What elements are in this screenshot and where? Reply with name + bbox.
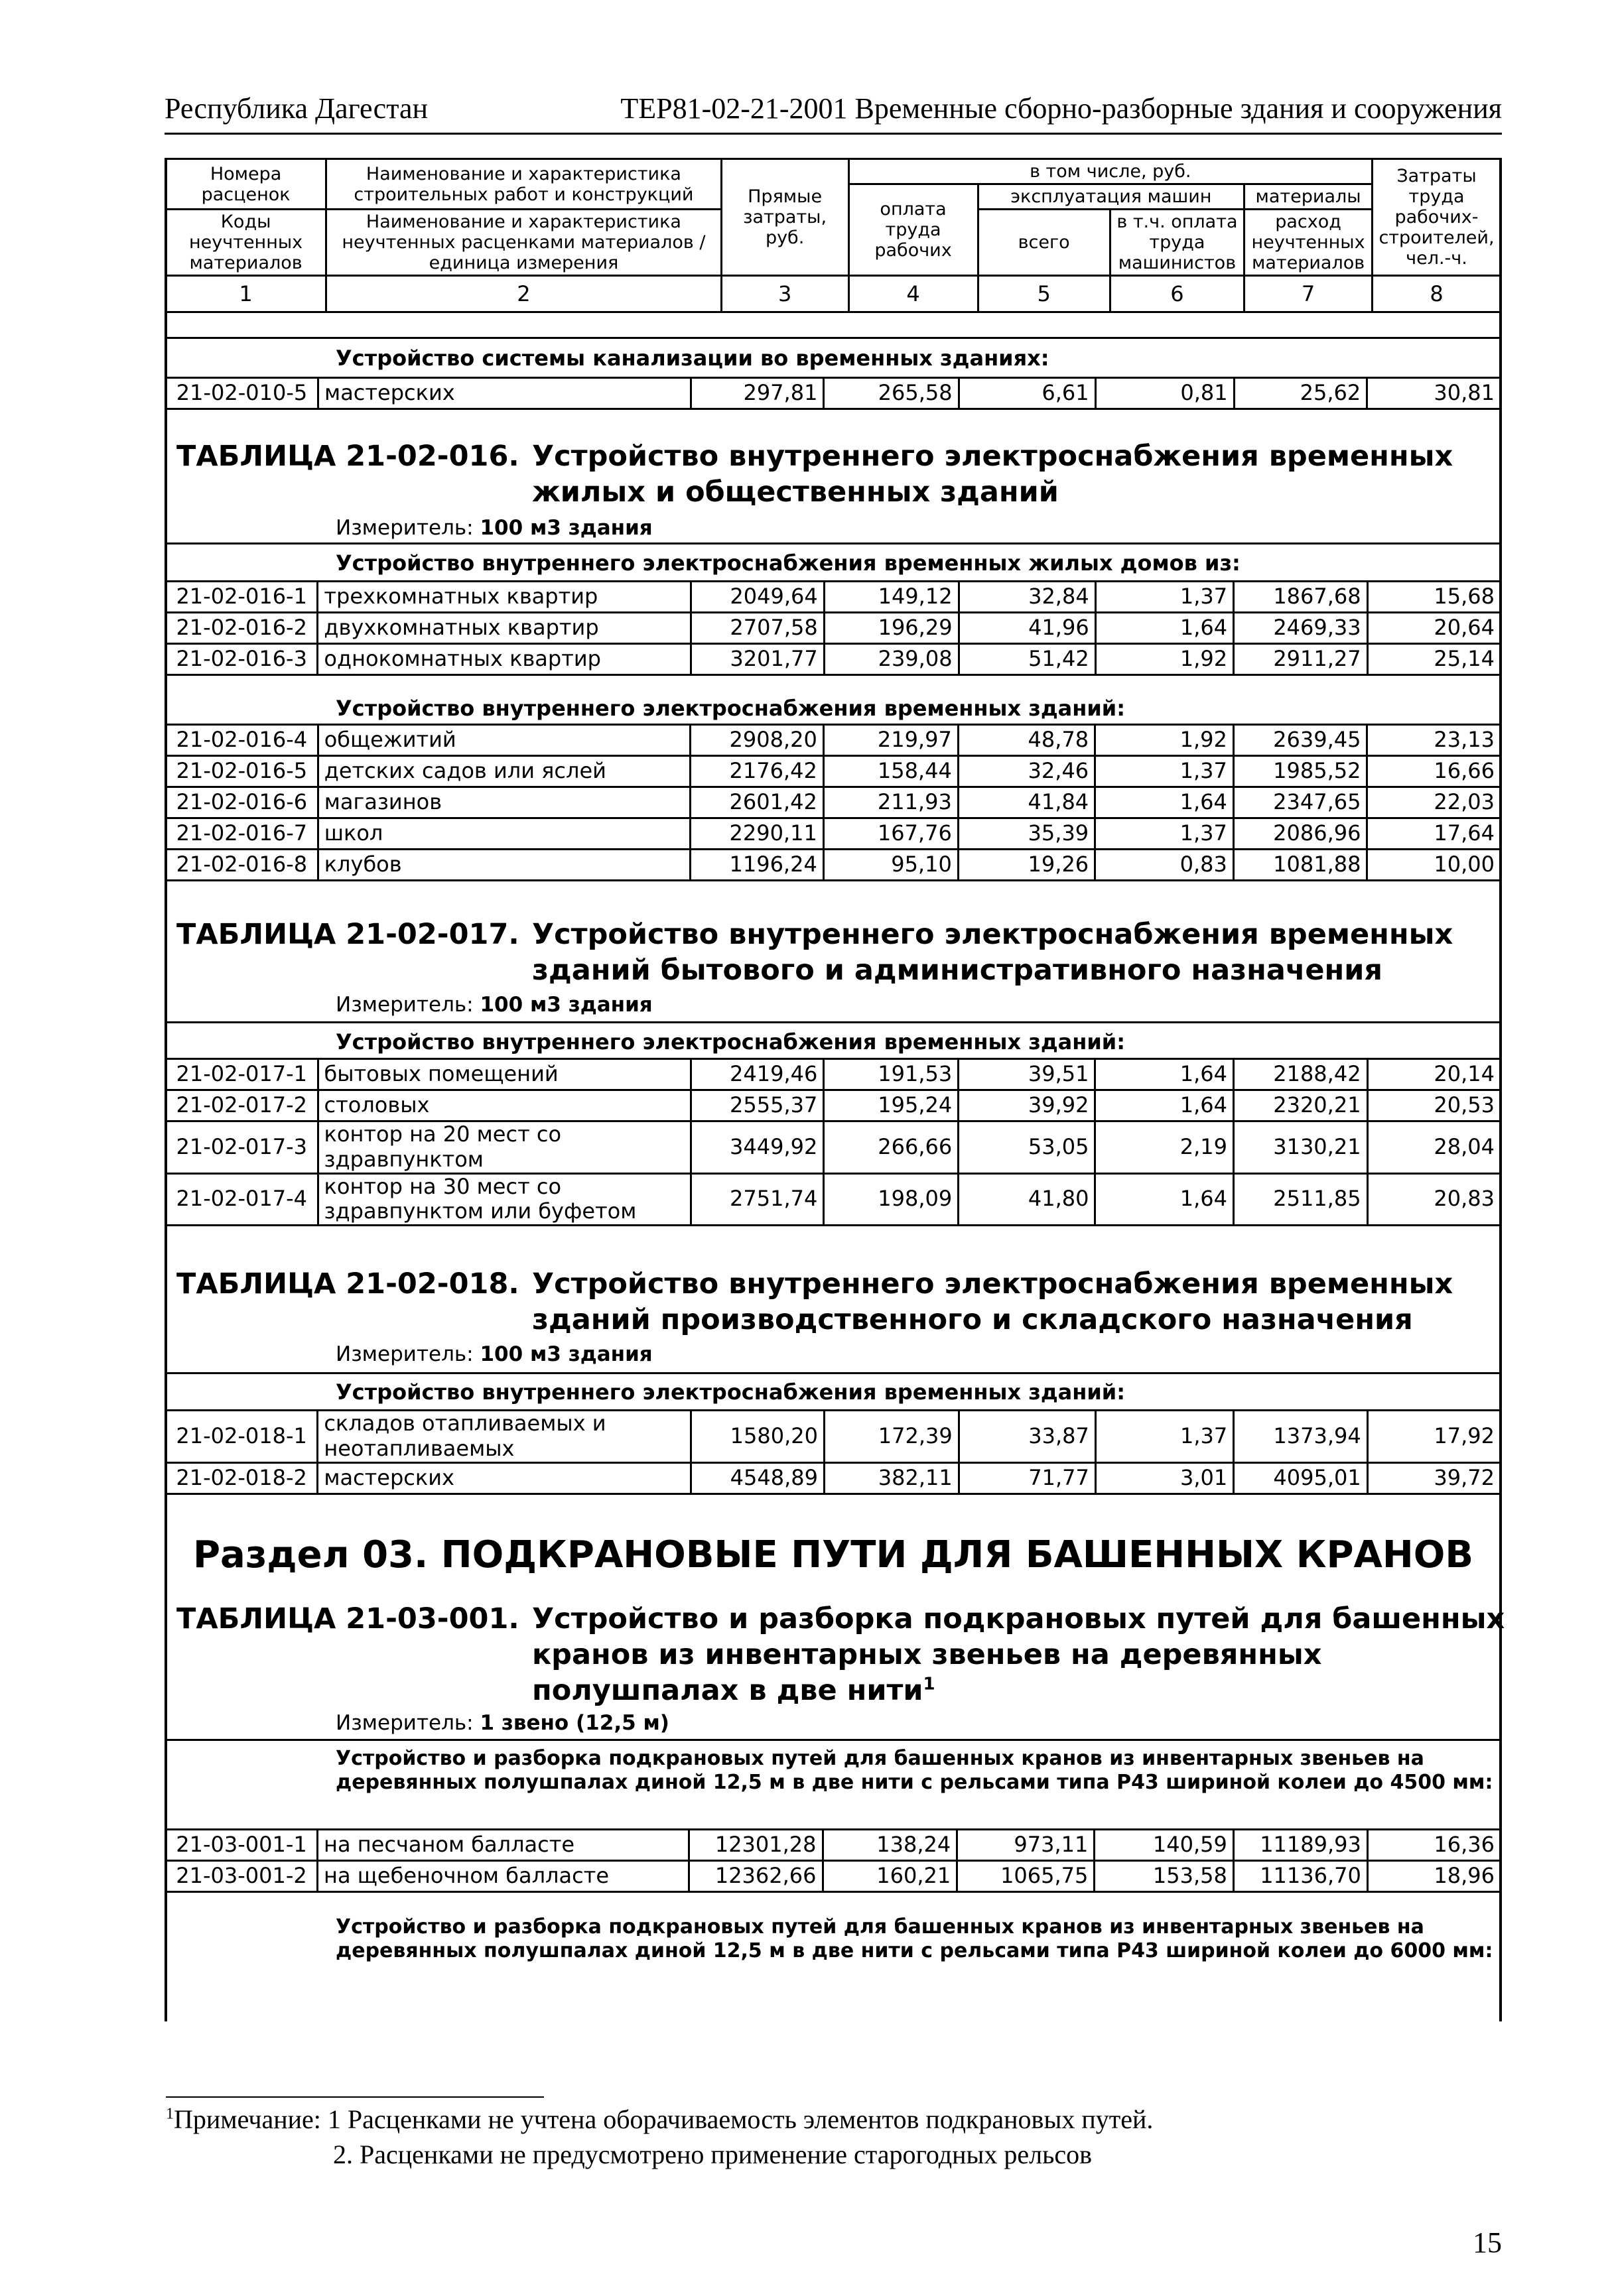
labor-costs: 20,14 [1367,1059,1501,1090]
work-name: клубов [318,850,690,881]
table-row [166,818,1501,850]
labor-costs: 17,64 [1367,818,1501,850]
worker-pay: 138,24 [823,1830,957,1861]
material-usage: 2469,33 [1234,613,1368,644]
measure-label: Измеритель: [336,993,474,1017]
table-label: ТАБЛИЦА 21-02-017. [176,918,519,951]
machine-total: 32,46 [958,756,1095,787]
measure-value: 1 звено (12,5 м) [480,1711,669,1735]
direct-costs: 2290,11 [691,818,824,850]
material-usage: 3130,21 [1234,1121,1368,1174]
rate-code: 21-03-001-1 [166,1830,318,1861]
section-rule [165,1372,1502,1374]
operator-pay: 3,01 [1095,1462,1233,1494]
section-heading: Устройство внутреннего электроснабжения временных зданий: [336,1029,1126,1054]
direct-costs: 3201,77 [691,644,825,675]
operator-pay: 1,64 [1095,613,1233,644]
rate-code: 21-02-016-2 [166,613,318,644]
table-row [166,1090,1501,1121]
rate-code: 21-02-016-4 [166,725,318,756]
table-row [166,1059,1501,1090]
worker-pay: 198,09 [824,1173,959,1226]
operator-pay: 1,64 [1095,1090,1234,1121]
direct-costs: 2601,42 [691,787,824,818]
col-header-worker-pay: оплата труда рабочих [848,184,978,276]
table-title-text: Устройство внутреннего электроснабжения временных зданий бытового и административного назначения [532,918,1453,987]
labor-costs: 17,92 [1367,1411,1501,1463]
machine-total: 48,78 [958,725,1095,756]
work-name: столовых [318,1090,691,1121]
rate-code: 21-02-016-3 [166,644,318,675]
rows-block0 [165,377,1502,410]
operator-pay: 1,92 [1095,725,1234,756]
direct-costs: 2751,74 [691,1173,824,1226]
operator-pay: 140,59 [1095,1830,1233,1861]
col-header-labor-costs: Затраты труда рабочих-строителей, чел.-ч. [1373,159,1501,276]
table-row [166,378,1501,409]
measure-unit [336,1711,669,1735]
col-header-direct-costs: Прямые затраты, руб. [721,159,848,276]
machine-total: 41,84 [958,787,1095,818]
rate-code: 21-03-001-2 [166,1861,318,1892]
work-name: детских садов или яслей [318,756,690,787]
material-usage: 1867,68 [1234,582,1368,613]
material-usage: 2320,21 [1234,1090,1368,1121]
col-header-unaccounted-codes: Коды неучтенных материалов [166,210,326,276]
machine-total: 39,51 [959,1059,1095,1090]
machine-total: 39,92 [959,1090,1095,1121]
rate-code: 21-02-016-1 [166,582,318,613]
table-label: ТАБЛИЦА 21-03-001. [176,1602,519,1635]
section-rule [165,542,1502,544]
table-row [166,1462,1501,1494]
material-usage: 1081,88 [1233,850,1367,881]
table-row [166,1830,1501,1861]
machine-total: 53,05 [959,1121,1095,1174]
work-name: мастерских [318,1462,691,1494]
labor-costs: 22,03 [1367,787,1501,818]
work-name: школ [318,818,690,850]
table-row [166,613,1501,644]
direct-costs: 2555,37 [691,1090,824,1121]
work-name: магазинов [318,787,690,818]
operator-pay: 1,92 [1095,644,1233,675]
table-row [166,756,1501,787]
rows-t301-1 [165,1828,1502,1893]
worker-pay: 167,76 [823,818,958,850]
section-title: Раздел 03. ПОДКРАНОВЫЕ ПУТИ ДЛЯ БАШЕННЫХ КРАНОВ [192,1533,1474,1576]
operator-pay: 1,37 [1095,582,1233,613]
work-name: контор на 20 мест со здравпунктом [318,1121,691,1174]
worker-pay: 160,21 [823,1861,957,1892]
table-row [166,644,1501,675]
machine-total: 35,39 [958,818,1095,850]
measure-label: Измеритель: [336,1711,474,1735]
direct-costs: 1196,24 [691,850,824,881]
section-rule [165,1739,1502,1741]
table-row [166,1173,1501,1226]
table-title-text: Устройство внутреннего электроснабжения временных зданий производственного и складского назначения [532,1267,1453,1336]
rows-t016-2 [165,724,1502,881]
col-number-2: 2 [326,276,722,312]
machine-total: 41,80 [959,1173,1095,1226]
material-usage: 2639,45 [1233,725,1367,756]
measure-label: Измеритель: [336,1342,474,1366]
machine-total: 973,11 [957,1830,1095,1861]
work-name: бытовых помещений [318,1059,691,1090]
footnote-line-1: Примечание: 1 Расценками не учтена оборачиваемость элементов подкрановых путей. [174,2104,1154,2134]
operator-pay: 0,81 [1095,378,1234,409]
rate-code: 21-02-017-4 [166,1173,318,1226]
direct-costs: 2908,20 [691,725,824,756]
labor-costs: 28,04 [1367,1121,1501,1174]
work-name: складов отапливаемых и неотапливаемых [318,1411,691,1463]
footnote-line-2: 2. Расценками не предусмотрено применение старогодных рельсов [333,2139,1093,2169]
direct-costs: 297,81 [691,378,824,409]
col-number-1: 1 [166,276,326,312]
material-usage: 11189,93 [1233,1830,1367,1861]
section-heading: Устройство внутреннего электроснабжения временных жилых домов из: [336,550,1241,576]
col-header-unaccounted-name: Наименование и характеристика неучтенных расценками материалов / единица измерения [326,210,722,276]
direct-costs: 2176,42 [691,756,824,787]
worker-pay: 196,29 [824,613,959,644]
work-name: трехкомнатных квартир [318,582,691,613]
machine-total: 32,84 [959,582,1095,613]
work-name: общежитий [318,725,690,756]
measure-value: 100 м3 здания [480,1342,653,1366]
col-number-4: 4 [848,276,978,312]
machine-total: 33,87 [959,1411,1095,1463]
measure-value: 100 м3 здания [480,516,653,540]
header-rule [165,133,1502,135]
col-number-8: 8 [1373,276,1501,312]
material-usage: 2086,96 [1233,818,1367,850]
direct-costs: 2049,64 [691,582,825,613]
col-header-including: в том числе, руб. [848,159,1372,184]
operator-pay: 1,64 [1095,1173,1234,1226]
rows-t016-1 [165,580,1502,676]
labor-costs: 20,64 [1367,613,1501,644]
work-name: на песчаном балласте [318,1830,689,1861]
worker-pay: 265,58 [824,378,959,409]
material-usage: 1373,94 [1234,1411,1367,1463]
measure-unit [336,516,653,540]
labor-costs: 18,96 [1367,1861,1501,1892]
worker-pay: 239,08 [824,644,959,675]
section-rule [165,337,1502,339]
worker-pay: 95,10 [823,850,958,881]
rate-code: 21-02-017-2 [166,1090,318,1121]
operator-pay: 1,37 [1095,756,1234,787]
header-region: Республика Дагестан [165,92,429,125]
labor-costs: 20,53 [1367,1090,1501,1121]
labor-costs: 15,68 [1367,582,1501,613]
material-usage: 2511,85 [1234,1173,1368,1226]
worker-pay: 211,93 [823,787,958,818]
running-header [165,92,1502,129]
machine-total: 41,96 [959,613,1095,644]
direct-costs: 12301,28 [689,1830,823,1861]
table-row [166,582,1501,613]
worker-pay: 195,24 [824,1090,959,1121]
material-usage: 4095,01 [1234,1462,1367,1494]
work-name: на щебеночном балласте [318,1861,689,1892]
labor-costs: 16,36 [1367,1830,1501,1861]
col-number-7: 7 [1244,276,1373,312]
footnote-rule [166,2096,544,2098]
material-usage: 2347,65 [1233,787,1367,818]
column-header [165,158,1502,313]
labor-costs: 16,66 [1367,756,1501,787]
measure-unit [336,993,653,1017]
table-title-text [532,1602,1507,1708]
machine-total: 1065,75 [957,1861,1095,1892]
operator-pay: 1,37 [1095,818,1234,850]
col-header-operator-pay: в т.ч. оплата труда машинистов [1110,210,1244,276]
direct-costs: 2419,46 [691,1059,824,1090]
material-usage: 2911,27 [1234,644,1368,675]
operator-pay: 1,37 [1095,1411,1233,1463]
rate-code: 21-02-016-6 [166,787,318,818]
section-heading: Устройство внутреннего электроснабжения временных зданий: [336,1379,1126,1405]
col-number-6: 6 [1110,276,1244,312]
rate-code: 21-02-016-5 [166,756,318,787]
measure-label: Измеритель: [336,516,474,540]
worker-pay: 382,11 [824,1462,959,1494]
material-usage: 2188,42 [1234,1059,1368,1090]
work-name: мастерских [318,378,691,409]
rate-code: 21-02-010-5 [166,378,318,409]
work-name: однокомнатных квартир [318,644,691,675]
rows-t018-1 [165,1409,1502,1495]
worker-pay: 158,44 [823,756,958,787]
table-row [166,787,1501,818]
table-row [166,1411,1501,1463]
table-title-main: Устройство и разборка подкрановых путей для башенных кранов из инвентарных звеньев на деревянных полушпалах в две нити [532,1602,1505,1707]
table-label: ТАБЛИЦА 21-02-018. [176,1267,519,1301]
labor-costs: 10,00 [1367,850,1501,881]
work-name: контор на 30 мест со здравпунктом или буфетом [318,1173,691,1226]
col-header-work-name: Наименование и характеристика строительных работ и конструкций [326,159,722,210]
labor-costs: 25,14 [1367,644,1501,675]
rate-code: 21-02-018-1 [166,1411,318,1463]
table-row [166,1861,1501,1892]
direct-costs: 1580,20 [691,1411,825,1463]
machine-total: 19,26 [958,850,1095,881]
page-number: 15 [1473,2226,1502,2259]
labor-costs: 30,81 [1367,378,1501,409]
worker-pay: 191,53 [824,1059,959,1090]
direct-costs: 12362,66 [689,1861,823,1892]
operator-pay: 1,64 [1095,1059,1234,1090]
worker-pay: 172,39 [824,1411,959,1463]
table-row [166,850,1501,881]
direct-costs: 2707,58 [691,613,825,644]
footnote-1 [166,2104,1153,2135]
rate-code: 21-02-017-1 [166,1059,318,1090]
operator-pay: 0,83 [1095,850,1234,881]
table-title-text: Устройство внутреннего электроснабжения временных жилых и общественных зданий [532,440,1453,509]
worker-pay: 266,66 [824,1121,959,1174]
section-heading: Устройство и разборка подкрановых путей для башенных кранов из инвентарных звеньев на деревянных полушпалах диной 12,5 м в две нити с рельсами типа Р43 шириной колеи до 6000 мм: [336,1915,1493,1962]
labor-costs: 20,83 [1367,1173,1501,1226]
rate-code: 21-02-018-2 [166,1462,318,1494]
col-header-material-usage: расход неучтенных материалов [1244,210,1373,276]
table-row [166,725,1501,756]
machine-total: 51,42 [959,644,1095,675]
worker-pay: 219,97 [823,725,958,756]
rate-code: 21-02-016-8 [166,850,318,881]
machine-total: 71,77 [959,1462,1095,1494]
labor-costs: 23,13 [1367,725,1501,756]
rows-t017-1 [165,1058,1502,1226]
table-label: ТАБЛИЦА 21-02-016. [176,440,519,473]
worker-pay: 149,12 [824,582,959,613]
operator-pay: 2,19 [1095,1121,1234,1174]
machine-total: 6,61 [959,378,1095,409]
direct-costs: 4548,89 [691,1462,825,1494]
col-header-rate-numbers: Номера расценок [166,159,326,210]
col-header-machine-operation: эксплуатация машин [978,184,1244,210]
work-name: двухкомнатных квартир [318,613,691,644]
direct-costs: 3449,92 [691,1121,824,1174]
section-heading: Устройство системы канализации во временных зданиях: [336,346,1049,371]
footnote-mark: 1 [166,2105,174,2123]
labor-costs: 39,72 [1367,1462,1501,1494]
rate-code: 21-02-016-7 [166,818,318,850]
rate-code: 21-02-017-3 [166,1121,318,1174]
material-usage: 1985,52 [1233,756,1367,787]
operator-pay: 1,64 [1095,787,1234,818]
col-header-machine-total: всего [978,210,1110,276]
operator-pay: 153,58 [1095,1861,1233,1892]
section-rule [165,1021,1502,1023]
section-heading: Устройство и разборка подкрановых путей для башенных кранов из инвентарных звеньев на деревянных полушпалах диной 12,5 м в две нити с рельсами типа Р43 шириной колеи до 4500 мм: [336,1747,1493,1794]
footnote-ref: 1 [923,1674,935,1694]
material-usage: 11136,70 [1233,1861,1367,1892]
col-number-5: 5 [978,276,1110,312]
section-heading: Устройство внутреннего электроснабжения временных зданий: [336,696,1126,721]
header-title: ТЕР81-02-21-2001 Временные сборно-разборные здания и сооружения [620,92,1502,125]
measure-value: 100 м3 здания [480,993,653,1017]
col-header-materials: материалы [1244,184,1373,210]
measure-unit [336,1342,653,1366]
table-row [166,1121,1501,1174]
col-number-3: 3 [721,276,848,312]
material-usage: 25,62 [1234,378,1367,409]
